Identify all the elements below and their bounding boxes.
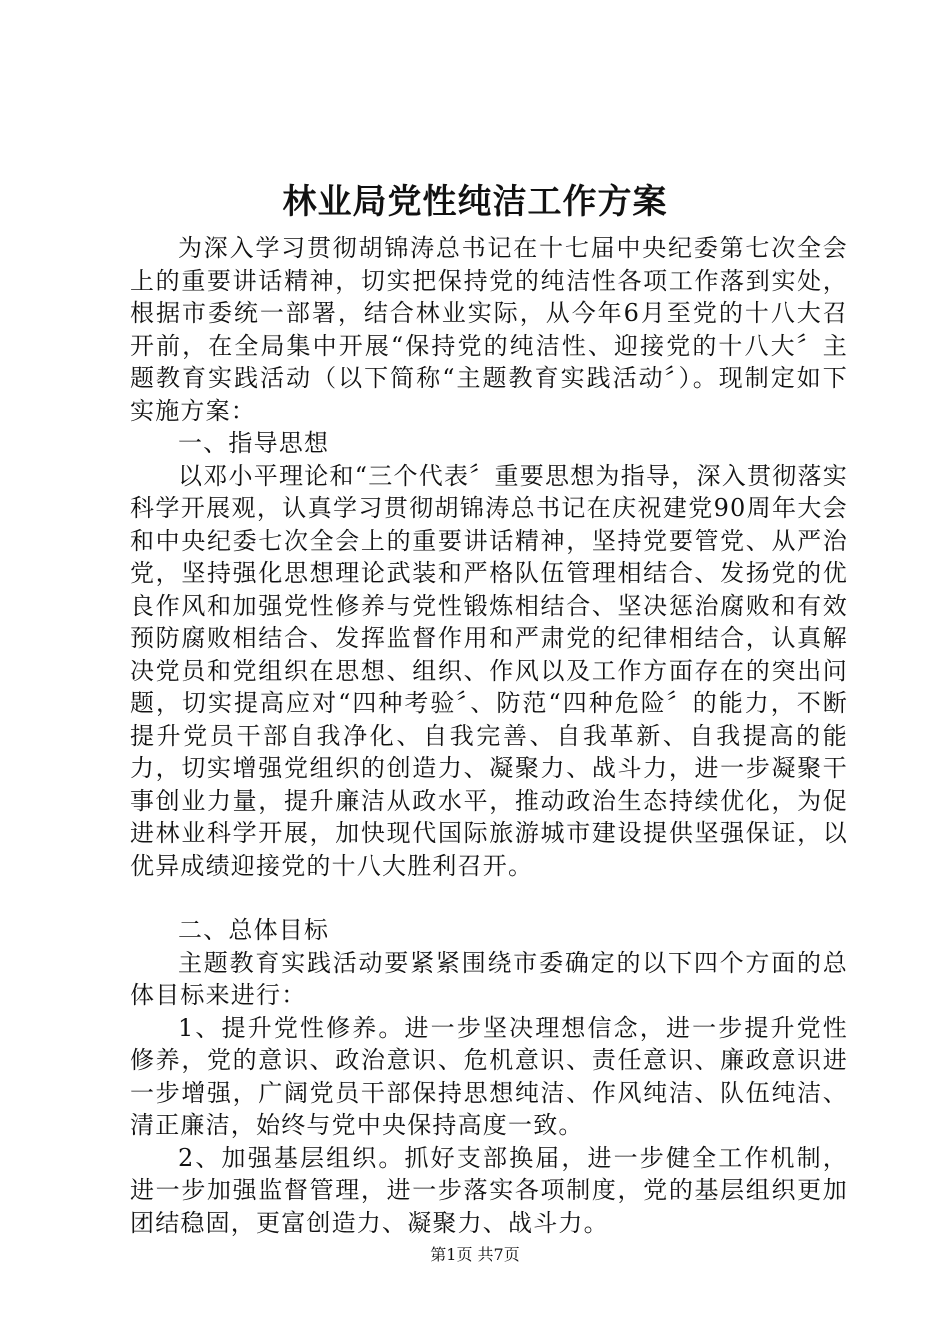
goal-item-1: 1、提升党性修养。进一步坚决理想信念，进一步提升党性修养，党的意识、政治意识、危机意识、责任意识、廉政意识进一步增强，广阔党员干部保持思想纯洁、作风纯洁、队伍纯洁、清正廉洁，始终与党中央保持高度一致。 xyxy=(130,1013,848,1139)
overall-goals-paragraph: 主题教育实践活动要紧紧围绕市委确定的以下四个方面的总体目标来进行： xyxy=(130,948,848,1009)
goal-item-2: 2、加强基层组织。抓好支部换届，进一步健全工作机制，进一步加强监督管理，进一步落实各项制度，党的基层组织更加团结稳固，更富创造力、凝聚力、战斗力。 xyxy=(130,1143,848,1237)
section-heading-overall-goals: 二、总体目标 xyxy=(178,916,330,944)
guiding-ideology-paragraph: 以邓小平理论和“三个代表〞重要思想为指导，深入贯彻落实科学开展观，认真学习贯彻胡锦涛总书记在庆祝建党90周年大会和中央纪委七次全会上的重要讲话精神，坚持党要管党、从严治党，坚持强化思想理论武装和严格队伍管理相结合、发扬党的优良作风和加强党性修养与党性锻炼相结合、坚决惩治腐败和有效预防腐败相结合、发挥监督作用和严肃党的纪律相结合，认真解决党员和党组织在思想、组织、作风以及工作方面存在的突出问题，切实提高应对“四种考验〞、防范“四种危险〞的能力，不断提升党员干部自我净化、自我完善、自我革新、自我提高的能力，切实增强党组织的创造力、凝聚力、战斗力，进一步凝聚干事创业力量，提升廉洁从政水平，推动政治生态持续优化，为促进林业科学开展，加快现代国际旅游城市建设提供坚强保证，以优异成绩迎接党的十八大胜利召开。 xyxy=(130,461,848,880)
document-title: 林业局党性纯洁工作方案 xyxy=(282,182,668,222)
page-number-footer: 第1页 共7页 xyxy=(430,1245,520,1264)
section-heading-guiding-ideology: 一、指导思想 xyxy=(178,429,330,457)
intro-paragraph: 为深入学习贯彻胡锦涛总书记在十七届中央纪委第七次全会上的重要讲话精神，切实把保持党的纯洁性各项工作落到实处，根据市委统一部署，结合林业实际，从今年6月至党的十八大召开前，在全局集中开展“保持党的纯洁性、迎接党的十八大〞主题教育实践活动（以下简称“主题教育实践活动〞）。现制定如下实施方案： xyxy=(130,234,848,425)
document-body xyxy=(130,232,848,1239)
